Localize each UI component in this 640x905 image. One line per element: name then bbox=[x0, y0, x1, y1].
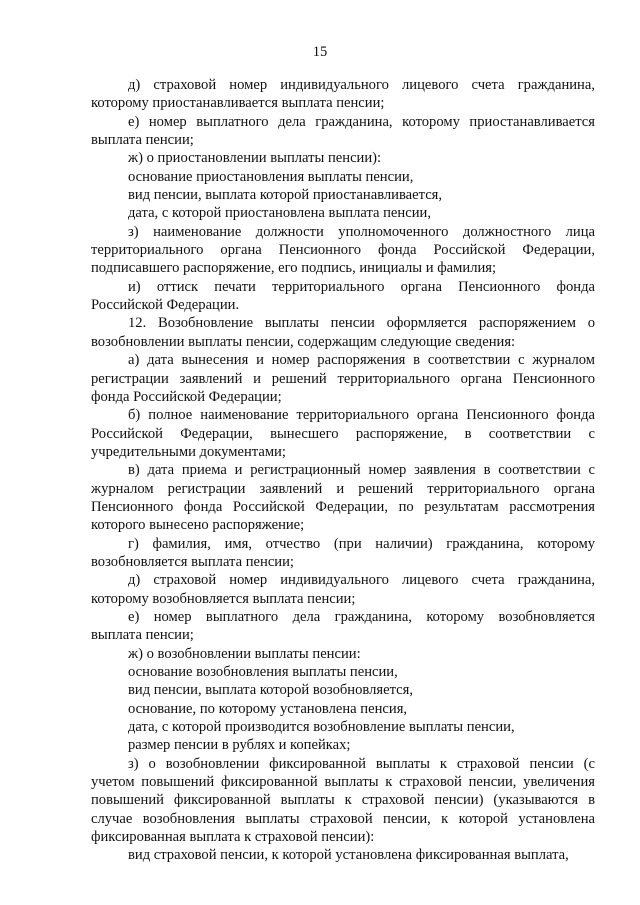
text-line: дата, с которой производится возобновление выплаты пенсии, bbox=[128, 719, 515, 736]
text-line: вид пенсии, выплата которой приостанавливается, bbox=[128, 187, 443, 204]
text-line: случае возобновления выплаты страховой пенсии, к которой установлена bbox=[91, 810, 595, 827]
text-line: е) номер выплатного дела гражданина, которому приостанавливается bbox=[128, 113, 595, 130]
text-line: выплата пенсии; bbox=[91, 132, 194, 149]
text-line: Пенсионного фонда Российской Федерации, по результатам рассмотрения bbox=[91, 498, 595, 515]
text-line: 12. Возобновление выплаты пенсии оформляется распоряжением о bbox=[128, 315, 595, 332]
text-line: в) дата приема и регистрационный номер заявления в соответствии с bbox=[128, 462, 595, 479]
text-line: территориального органа Пенсионного фонда Российской Федерации, bbox=[91, 242, 595, 259]
text-line: вид страховой пенсии, к которой установлена фиксированная выплата, bbox=[128, 847, 569, 864]
text-line: которому возобновляется выплата пенсии; bbox=[91, 590, 356, 607]
text-line: ж) о приостановлении выплаты пенсии): bbox=[128, 150, 382, 167]
text-line: которому приостанавливается выплата пенсии; bbox=[91, 95, 385, 112]
text-line: выплата пенсии; bbox=[91, 627, 194, 644]
text-line: основание приостановления выплаты пенсии, bbox=[128, 168, 414, 185]
text-line: учетом повышений фиксированной выплаты к страховой пенсии, увеличения bbox=[91, 774, 595, 791]
text-line: основание, по которому установлена пенсия, bbox=[128, 700, 408, 717]
text-line: подписавшего распоряжение, его подпись, инициалы и фамилия; bbox=[91, 260, 497, 277]
text-line: учредительными документами; bbox=[91, 443, 286, 460]
text-line: повышений фиксированной выплаты к страховой пенсии) (указываются в bbox=[91, 792, 595, 809]
text-line: а) дата вынесения и номер распоряжения в соответствии с журналом bbox=[128, 352, 595, 369]
text-line: фиксированная выплата к страховой пенсии): bbox=[91, 829, 375, 846]
text-line: размер пенсии в рублях и копейках; bbox=[128, 737, 351, 754]
text-line: Российской Федерации. bbox=[91, 297, 240, 314]
text-line: возобновлении выплаты пенсии, содержащим следующие сведения: bbox=[91, 333, 516, 350]
text-line: Российской Федерации, вынесшего распоряжение, в соответствии с bbox=[91, 425, 595, 442]
text-line: ж) о возобновлении выплаты пенсии: bbox=[128, 645, 361, 662]
page-number: 15 bbox=[312, 44, 328, 60]
text-line: основание возобновления выплаты пенсии, bbox=[128, 664, 398, 680]
text-line: возобновляется выплата пенсии; bbox=[91, 553, 294, 570]
text-line: г) фамилия, имя, отчество (при наличии) гражданина, которому bbox=[128, 535, 595, 552]
text-line: фонда Российской Федерации; bbox=[91, 388, 282, 405]
document-body bbox=[91, 76, 595, 865]
text-line: регистрации заявлений и решений территориального органа Пенсионного bbox=[91, 370, 595, 387]
text-line: з) наименование должности уполномоченного должностного лица bbox=[128, 223, 595, 240]
text-line: д) страховой номер индивидуального лицевого счета гражданина, bbox=[128, 77, 595, 93]
text-line: которого вынесено распоряжение; bbox=[91, 517, 305, 534]
text-line: з) о возобновлении фиксированной выплаты к страховой пенсии (с bbox=[128, 755, 595, 772]
text-line: вид пенсии, выплата которой возобновляется, bbox=[128, 682, 413, 699]
text-line: дата, с которой приостановлена выплата пенсии, bbox=[128, 205, 431, 222]
text-line: е) номер выплатного дела гражданина, которому возобновляется bbox=[128, 608, 595, 625]
text-line: д) страховой номер индивидуального лицевого счета гражданина, bbox=[128, 572, 595, 589]
text-line: и) оттиск печати территориального органа Пенсионного фонда bbox=[128, 278, 595, 295]
text-line: б) полное наименование территориального органа Пенсионного фонда bbox=[128, 407, 595, 424]
text-line: журналом регистрации заявлений и решений территориального органа bbox=[91, 480, 595, 497]
